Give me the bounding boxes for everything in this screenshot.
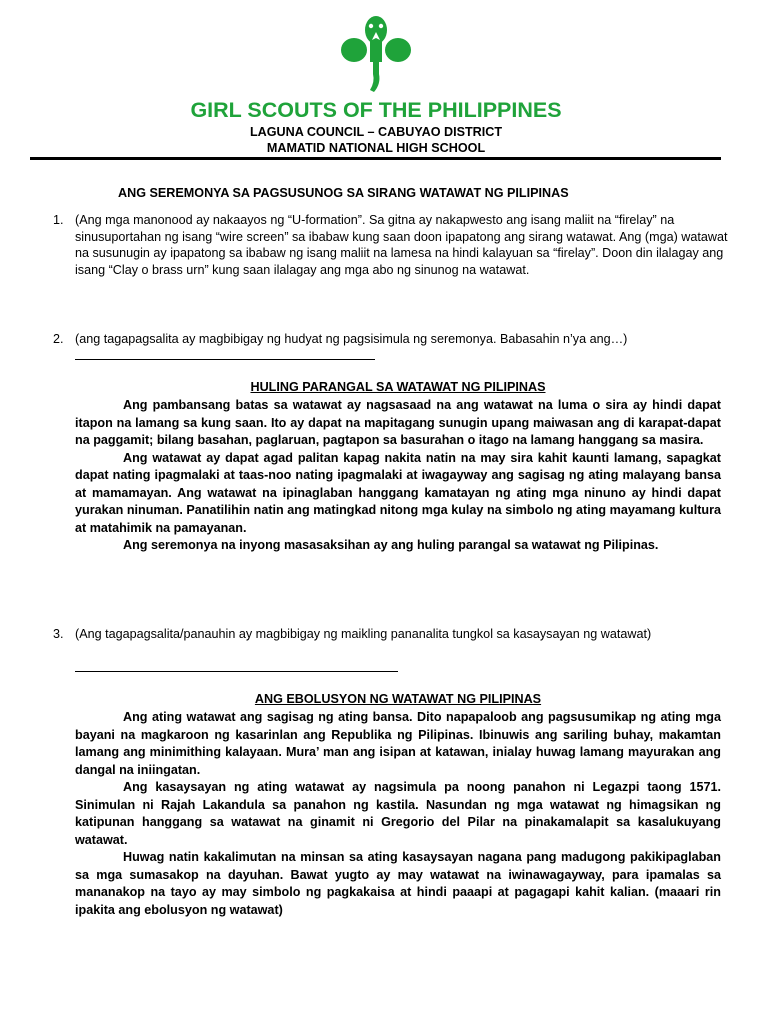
list-item-text: (Ang tagapagsalita/panauhin ay magbibigay ng maikling pananalita tungkol sa kasaysayan ng watawat) <box>75 627 652 641</box>
paragraph: Ang pambansang batas sa watawat ay nagsasaad na ang watawat na luma o sira ay hindi dapat itapon na lamang sa kung saan. Ito ay dapat na mapitagang sunugin upang maiwasan ang di karapat-dapat na paggamit; bilang basahan, paglaruan, pagtapon sa basurahan o itago na lamang hanggang sa masira. <box>75 398 721 447</box>
header-divider <box>30 157 721 160</box>
list-item-number: 1. <box>53 213 64 227</box>
paragraph: Ang seremonya na inyong masasaksihan ay ang huling parangal sa watawat ng Pilipinas. <box>123 538 659 552</box>
paragraph: Ang ating watawat ang sagisag ng ating bansa. Dito napapaloob ang pagsusumikap ng ating mga bayani na magkaroon ng kasarinlan ang Republika ng Pilipinas. Ibinuwis ang sariling buhay, makamtan lamang ang minimithing kalayaan. Mura’ man ang isipan at katawan, inialay huwag lamang mayurakan ang dangal na iniingatan. <box>75 710 721 777</box>
section-heading: ANG EBOLUSYON NG WATAWAT NG PILIPINAS <box>254 692 542 706</box>
list-item-text: (Ang mga manonood ay nakaayos ng “U-formation”. Sa gitna ay nakapwesto ang isang maliit na “firelay” na sinusuportahan ng isang “wire screen” sa ibabaw kung saan doon ipapatong ang sirang watawat. Ang (mga) watawat na susunugin ay ipapatong sa ibabaw ng isang maliit na lamesa na hindi kalayuan sa “firelay”. Doon din ilalagay ang isang “Clay o brass urn” kung saan ilalagay ang mga abo ng sinunog na watawat. <box>75 213 728 277</box>
list-item-number: 2. <box>53 332 64 346</box>
section-body <box>75 397 721 555</box>
org-name: GIRL SCOUTS OF THE PHILIPPINES <box>190 98 562 122</box>
council-name: LAGUNA COUNCIL – CABUYAO DISTRICT <box>249 125 503 139</box>
paragraph: Ang kasaysayan ng ating watawat ay nagsimula pa noong panahon ni Legazpi taong 1571. Sinimulan ni Rajah Lakandula sa panahon ng kastila. Nasundan ng mga watawat ng himagsikan ng katipunan hanggang sa watawat na ginamit ni Gregorio del Pilar na pinakamalapit sa kasalukuyang watawat. <box>75 780 721 847</box>
trefoil-logo-icon <box>340 14 412 94</box>
blank-line <box>75 359 375 360</box>
paragraph: Huwag natin kakalimutan na minsan sa ating kasaysayan nagana pang madugong pakikipaglaban sa mga sumasakop na dayuhan. Bawat yugto ay may watawat na iwinawagayway, para ipamalas sa mananakop na tayo ay may simbolo ng pagkakaisa at hindi paaapi at pagagapi kahit kalian. (maaari rin ipakita ang ebolusyon ng watawat) <box>75 850 721 917</box>
school-name: MAMATID NATIONAL HIGH SCHOOL <box>266 141 486 155</box>
list-item-number: 3. <box>53 627 64 641</box>
section-body <box>75 709 721 919</box>
paragraph: Ang watawat ay dapat agad palitan kapag nakita natin na may sira kahit kaunti lamang, sapagkat dapat nating ipagmalaki at taas-noo nating ipagmalaki at iwagayway ang sagisag ng ating malayang bansa at mamamayan. Ang watawat na ipinaglaban hanggang kamatayan ng ating mga ninuno ay hindi dapat yurakan ninuman. Panatilihin natin ang matingkad nitong mga kulay na simbolo ng ating mayamang kultura at matahimik na pamayanan. <box>75 450 721 535</box>
section-heading: HULING PARANGAL SA WATAWAT NG PILIPINAS <box>250 380 546 394</box>
list-item <box>53 626 735 643</box>
blank-line <box>75 671 398 672</box>
list-item-text: (ang tagapagsalita ay magbibigay ng hudyat ng pagsisimula ng seremonya. Babasahin n’ya ang…) <box>75 332 628 346</box>
document-title: ANG SEREMONYA SA PAGSUSUNOG SA SIRANG WATAWAT NG PILIPINAS <box>118 186 569 200</box>
list-item <box>53 212 735 278</box>
list-item <box>53 331 735 348</box>
